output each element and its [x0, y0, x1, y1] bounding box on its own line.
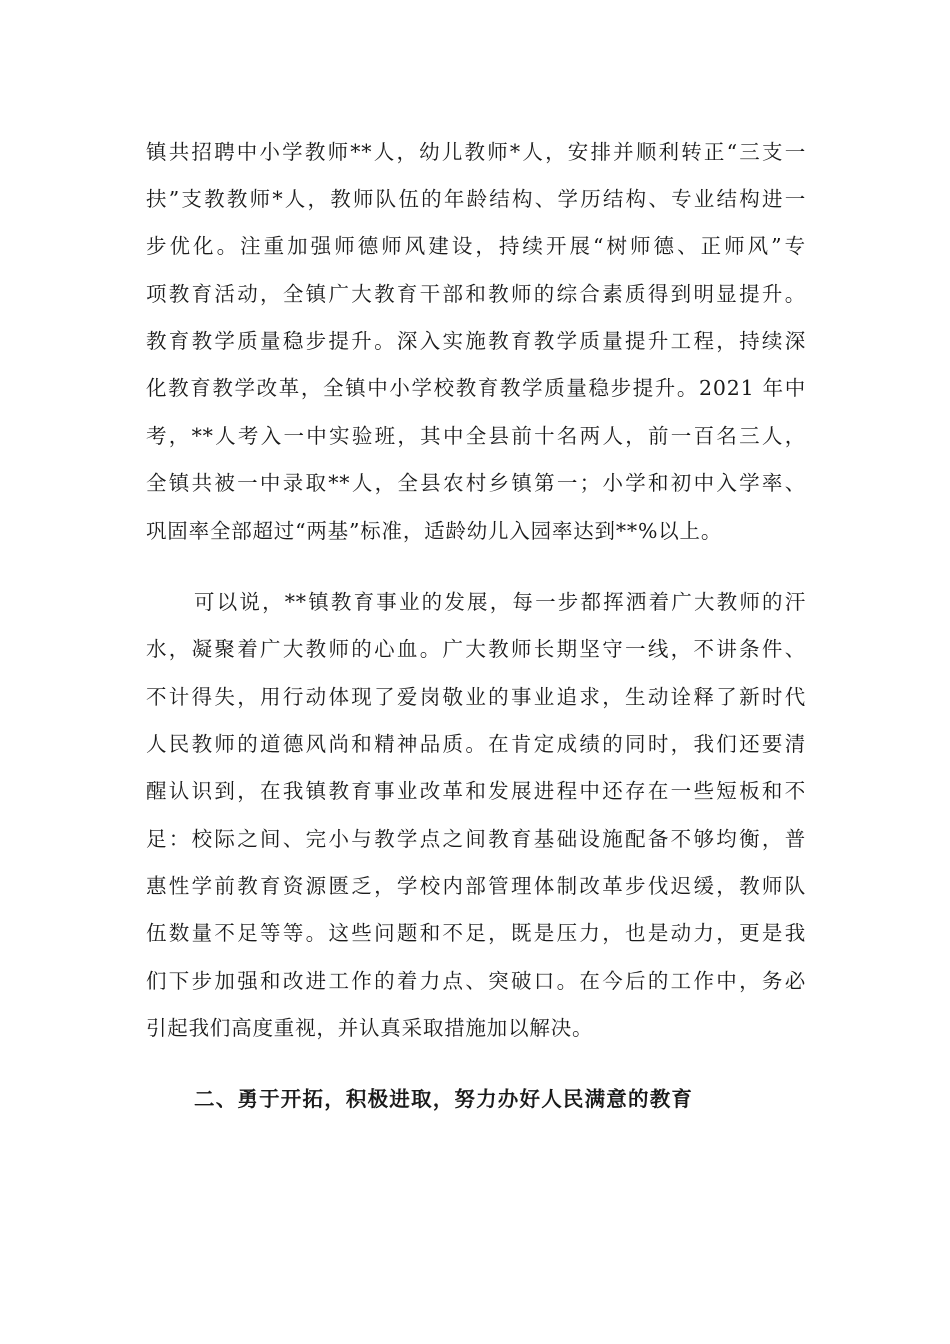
text-line: 不计得失，用行动体现了爱岗敬业的事业追求，生动诠释了新时代 [146, 685, 806, 709]
text-line: 镇共招聘中小学教师**人，幼儿教师*人，安排并顺利转正“三支一 [146, 140, 806, 164]
text-line: 项教育活动，全镇广大教育干部和教师的综合素质得到明显提升。 [146, 282, 806, 306]
text-line: 教育教学质量稳步提升。深入实施教育教学质量提升工程，持续深 [146, 329, 806, 353]
text-line: 们下步加强和改进工作的着力点、突破口。在今后的工作中，务必 [146, 969, 806, 993]
text-line: 巩固率全部超过“两基”标准，适龄幼儿入园率达到**%以上。 [146, 519, 723, 543]
text-line: 考，**人考入一中实验班，其中全县前十名两人，前一百名三人， [146, 424, 806, 448]
text-line: 引起我们高度重视，并认真采取措施加以解决。 [146, 1016, 594, 1040]
text-line: 化教育教学改革，全镇中小学校教育教学质量稳步提升。2021 年中 [146, 376, 806, 400]
text-line: 人民教师的道德风尚和精神品质。在肯定成绩的同时，我们还要清 [146, 732, 806, 756]
text-line: 足：校际之间、完小与教学点之间教育基础设施配备不够均衡，普 [146, 827, 806, 851]
text-line: 扶”支教教师*人，教师队伍的年龄结构、学历结构、专业结构进一 [146, 187, 806, 211]
text-line: 惠性学前教育资源匮乏，学校内部管理体制改革步伐迟缓，教师队 [146, 874, 806, 898]
text-line: 伍数量不足等等。这些问题和不足，既是压力，也是动力，更是我 [146, 921, 806, 945]
text-line: 步优化。注重加强师德师风建设，持续开展“树师德、正师风”专 [146, 234, 806, 258]
text-line: 醒认识到，在我镇教育事业改革和发展进程中还存在一些短板和不 [146, 779, 806, 803]
text-line: 可以说，**镇教育事业的发展，每一步都挥洒着广大教师的汗 [194, 590, 806, 614]
text-line: 全镇共被一中录取**人，全县农村乡镇第一；小学和初中入学率、 [146, 471, 806, 495]
section-heading: 二、勇于开拓，积极进取，努力办好人民满意的教育 [194, 1087, 694, 1111]
text-line: 水，凝聚着广大教师的心血。广大教师长期坚守一线，不讲条件、 [146, 637, 806, 661]
